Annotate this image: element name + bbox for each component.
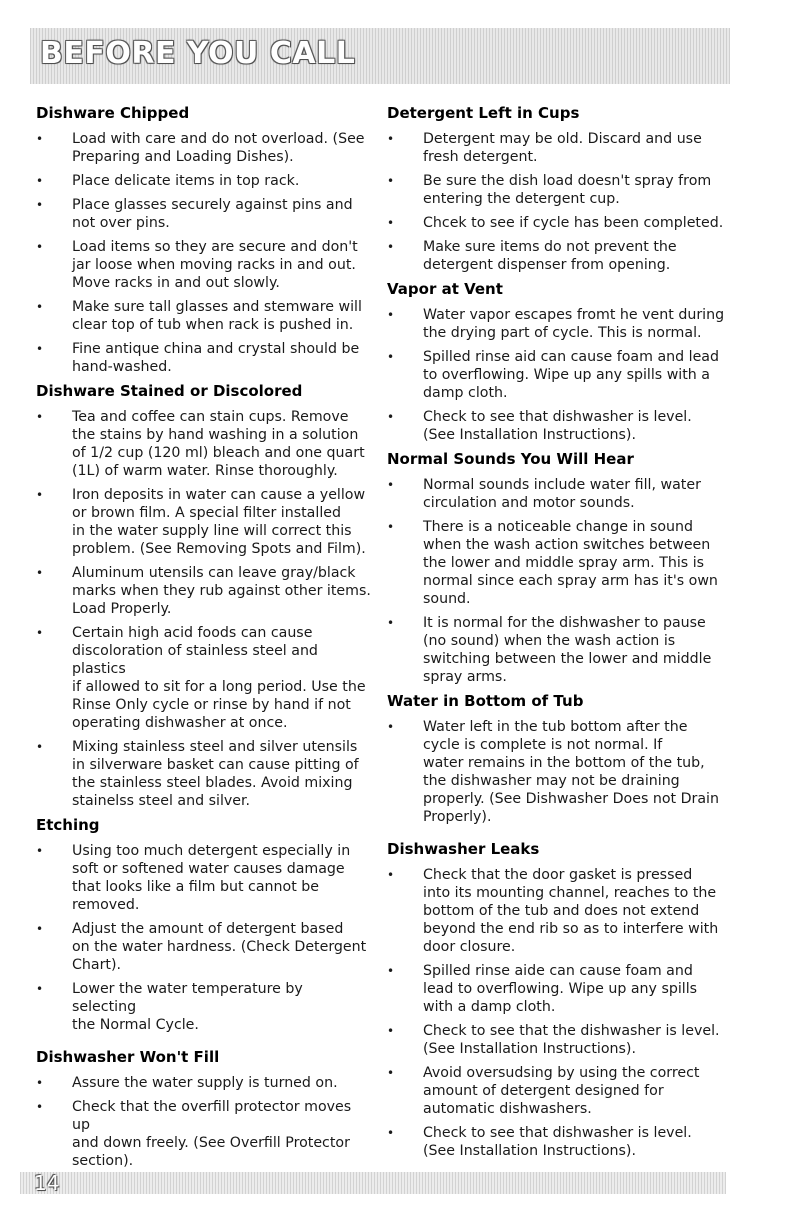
bullet-list	[387, 476, 787, 686]
section-heading: Dishwasher Leaks	[387, 840, 540, 858]
list-item: • Using too much detergent especially in soft or softened water causes damage that looks like a film but cannot be removed.	[36, 842, 371, 914]
page-title: BEFORE YOU CALL	[40, 36, 356, 71]
list-item: • Iron deposits in water can cause a yellow or brown film. A special filter installed in the water supply line will correct this problem. (See Removing Spots and Film).	[36, 486, 371, 558]
list-item: • Place glasses securely against pins and not over pins.	[36, 196, 371, 232]
header-banner	[30, 28, 730, 84]
list-item: • Make sure items do not prevent the detergent dispenser from opening.	[387, 238, 787, 274]
bullet-list	[36, 408, 371, 810]
list-item: • Water vapor escapes fromt he vent during the drying part of cycle. This is normal.	[387, 306, 787, 342]
bullet-list	[36, 130, 371, 376]
list-item: • It is normal for the dishwasher to pause (no sound) when the wash action is switching between the lower and middle spray arms.	[387, 614, 787, 686]
list-item: • Make sure tall glasses and stemware will clear top of tub when rack is pushed in.	[36, 298, 371, 334]
section-dishware-chipped	[36, 104, 371, 376]
bullet-list	[387, 130, 787, 274]
list-item: • Mixing stainless steel and silver utensils in silverware basket can cause pitting of the stainless steel blades. Avoid mixing stainelss steel and silver.	[36, 738, 371, 810]
left-column	[36, 104, 371, 1176]
list-item: • Check to see that dishwasher is level. (See Installation Instructions).	[387, 1124, 787, 1160]
right-column	[387, 104, 787, 1166]
list-item: • Lower the water temperature by selecting the Normal Cycle.	[36, 980, 371, 1034]
section-heading: Dishware Chipped	[36, 104, 190, 122]
list-item: • Tea and coffee can stain cups. Remove the stains by hand washing in a solution of 1/2 cup (120 ml) bleach and one quart (1L) of warm water. Rinse thoroughly.	[36, 408, 371, 480]
section-heading: Vapor at Vent	[387, 280, 503, 298]
section-heading: Water in Bottom of Tub	[387, 692, 584, 710]
list-item: • Aluminum utensils can leave gray/black marks when they rub against other items. Load Properly.	[36, 564, 371, 618]
section-dishware-stained	[36, 382, 371, 810]
list-item: • Fine antique china and crystal should be hand-washed.	[36, 340, 371, 376]
footer-bar	[20, 1172, 726, 1194]
bullet-list	[36, 842, 371, 1034]
list-item: • Certain high acid foods can cause discoloration of stainless steel and plastics if allowed to sit for a long period. Use the Rinse Only cycle or rinse by hand if not operating dishwasher at once.	[36, 624, 371, 732]
list-item: • Load items so they are secure and don't jar loose when moving racks in and out. Move racks in and out slowly.	[36, 238, 371, 292]
list-item: • Normal sounds include water fill, water circulation and motor sounds.	[387, 476, 787, 512]
section-dishwasher-leaks	[387, 840, 787, 1160]
section-water-in-bottom	[387, 692, 787, 826]
list-item: • Detergent may be old. Discard and use fresh detergent.	[387, 130, 787, 166]
list-item: • Adjust the amount of detergent based on the water hardness. (Check Detergent Chart).	[36, 920, 371, 974]
section-heading: Etching	[36, 816, 100, 834]
bullet-list	[387, 866, 787, 1160]
list-item: • Avoid oversudsing by using the correct amount of detergent designed for automatic dishwashers.	[387, 1064, 787, 1118]
list-item: • Assure the water supply is turned on.	[36, 1074, 371, 1092]
list-item: • Check to see that the dishwasher is level. (See Installation Instructions).	[387, 1022, 787, 1058]
list-item: • Check that the overfill protector moves up and down freely. (See Overfill Protector section).	[36, 1098, 371, 1170]
list-item: • Spilled rinse aide can cause foam and lead to overflowing. Wipe up any spills with a damp cloth.	[387, 962, 787, 1016]
section-vapor-at-vent	[387, 280, 787, 444]
list-item: • Load with care and do not overload. (See Preparing and Loading Dishes).	[36, 130, 371, 166]
section-etching	[36, 816, 371, 1034]
section-heading: Normal Sounds You Will Hear	[387, 450, 634, 468]
list-item: • There is a noticeable change in sound when the wash action switches between the lower and middle spray arm. This is normal since each spray arm has it's own sound.	[387, 518, 787, 608]
page-number: 14	[34, 1171, 60, 1195]
list-item: • Water left in the tub bottom after the cycle is complete is not normal. If water remains in the bottom of the tub, the dishwasher may not be draining properly. (See Dishwasher Does not Drain Properly).	[387, 718, 787, 826]
list-item: • Be sure the dish load doesn't spray from entering the detergent cup.	[387, 172, 787, 208]
bullet-list	[36, 1074, 371, 1170]
section-normal-sounds	[387, 450, 787, 686]
section-heading: Dishware Stained or Discolored	[36, 382, 303, 400]
bullet-list	[387, 718, 787, 826]
section-heading: Dishwasher Won't Fill	[36, 1048, 220, 1066]
list-item: • Check to see that dishwasher is level. (See Installation Instructions).	[387, 408, 787, 444]
list-item: • Spilled rinse aid can cause foam and lead to overflowing. Wipe up any spills with a damp cloth.	[387, 348, 787, 402]
list-item: • Check that the door gasket is pressed into its mounting channel, reaches to the bottom of the tub and does not extend beyond the end rib so as to interfere with door closure.	[387, 866, 787, 956]
section-heading: Detergent Left in Cups	[387, 104, 580, 122]
section-wont-fill	[36, 1048, 371, 1170]
list-item: • Place delicate items in top rack.	[36, 172, 371, 190]
list-item: • Chcek to see if cycle has been completed.	[387, 214, 787, 232]
bullet-list	[387, 306, 787, 444]
section-detergent-left	[387, 104, 787, 274]
